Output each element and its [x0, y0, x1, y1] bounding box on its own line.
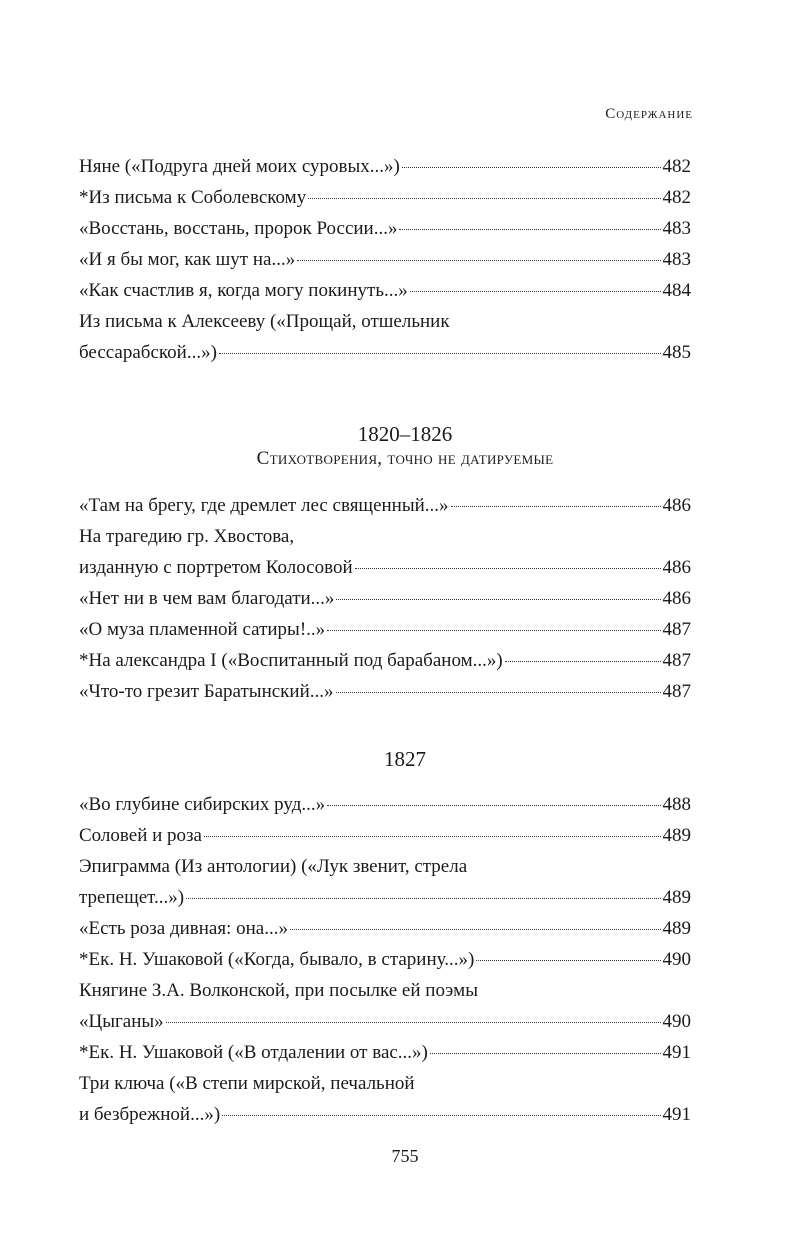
entry-page: 490	[662, 1011, 691, 1032]
section-heading-1820-1826	[0, 421, 810, 471]
dot-leader	[327, 805, 660, 806]
entry-page: 486	[662, 588, 691, 609]
dot-leader	[336, 599, 660, 600]
toc-entry	[79, 244, 691, 275]
toc-entry	[79, 275, 691, 306]
toc-entry	[79, 913, 691, 944]
entry-page: 491	[662, 1104, 691, 1125]
entry-page: 485	[662, 342, 691, 363]
toc-entry	[79, 182, 691, 213]
entry-page: 484	[662, 280, 691, 301]
toc-entry	[79, 552, 691, 583]
entry-title: Из письма к Алексееву («Прощай, отшельник	[79, 311, 450, 332]
toc-group-2	[79, 490, 691, 707]
toc-entry	[79, 213, 691, 244]
toc-entry	[79, 1037, 691, 1068]
entry-title: изданную с портретом Колосовой	[79, 557, 353, 578]
dot-leader	[166, 1022, 661, 1023]
entry-page: 490	[662, 949, 691, 970]
toc-entry	[79, 1068, 691, 1099]
toc-entry	[79, 676, 691, 707]
section-year: 1820–1826	[357, 422, 453, 446]
running-head: Содержание	[605, 106, 693, 122]
entry-title: На трагедию гр. Хвостова,	[79, 526, 295, 547]
toc-entry	[79, 583, 691, 614]
entry-page: 487	[662, 650, 691, 671]
entry-page: 482	[662, 187, 691, 208]
entry-title: «Восстань, восстань, пророк России...»	[79, 218, 398, 239]
entry-title: «И я бы мог, как шут на...»	[79, 249, 296, 270]
entry-page: 486	[662, 557, 691, 578]
entry-title: Эпиграмма (Из антологии) («Лук звенит, стрела	[79, 856, 468, 877]
entry-title: «Цыганы»	[79, 1011, 164, 1032]
section-year: 1827	[384, 747, 426, 771]
entry-page: 489	[662, 918, 691, 939]
entry-title: «Во глубине сибирских руд...»	[79, 794, 326, 815]
entry-title: *На александра I («Воспитанный под барабаном...»)	[79, 650, 503, 671]
section-heading-1827	[0, 746, 810, 772]
entry-page: 489	[662, 887, 691, 908]
entry-title: трепещет...»)	[79, 887, 185, 908]
section-subtitle: Стихотворения, точно не датируемые	[256, 448, 554, 469]
dot-leader	[336, 692, 661, 693]
entry-title: и безбрежной...»)	[79, 1104, 221, 1125]
entry-page: 482	[662, 156, 691, 177]
entry-page: 486	[662, 495, 691, 516]
toc-entry	[79, 1099, 691, 1130]
toc-group-1	[79, 151, 691, 368]
entry-title: «Есть роза дивная: она...»	[79, 918, 288, 939]
entry-title: «Что-то грезит Баратынский...»	[79, 681, 334, 702]
dot-leader	[476, 960, 660, 961]
dot-leader	[204, 836, 661, 837]
entry-title: «Нет ни в чем вам благодати...»	[79, 588, 335, 609]
entry-title: бессарабской...»)	[79, 342, 217, 363]
entry-page: 487	[662, 681, 691, 702]
toc-entry	[79, 645, 691, 676]
page-number: 755	[391, 1146, 419, 1166]
toc-entry	[79, 882, 691, 913]
entry-title: «Там на брегу, где дремлет лес священный...»	[79, 495, 449, 516]
entry-page: 491	[662, 1042, 691, 1063]
dot-leader	[399, 229, 660, 230]
toc-entry	[79, 521, 691, 552]
dot-leader	[505, 661, 661, 662]
toc-entry	[79, 820, 691, 851]
entry-title: *Ек. Н. Ушаковой («Когда, бывало, в старину...»)	[79, 949, 475, 970]
toc-entry	[79, 151, 691, 182]
dot-leader	[410, 291, 661, 292]
dot-leader	[222, 1115, 660, 1116]
entry-page: 489	[662, 825, 691, 846]
dot-leader	[308, 198, 660, 199]
entry-title: *Ек. Н. Ушаковой («В отдалении от вас...»)	[79, 1042, 428, 1063]
toc-entry	[79, 306, 691, 337]
dot-leader	[451, 506, 661, 507]
entry-title: Няне («Подруга дней моих суровых...»)	[79, 156, 400, 177]
toc-entry	[79, 1006, 691, 1037]
entry-title: Три ключа («В степи мирской, печальной	[79, 1073, 415, 1094]
toc-entry	[79, 789, 691, 820]
toc-group-3	[79, 789, 691, 1130]
entry-page: 488	[662, 794, 691, 815]
dot-leader	[327, 630, 660, 631]
entry-page: 487	[662, 619, 691, 640]
dot-leader	[430, 1053, 661, 1054]
entry-title: «Как счастлив я, когда могу покинуть...»	[79, 280, 408, 301]
entry-page: 483	[662, 249, 691, 270]
dot-leader	[355, 568, 661, 569]
entry-title: Княгине З.А. Волконской, при посылке ей поэмы	[79, 980, 478, 1001]
dot-leader	[402, 167, 661, 168]
toc-entry	[79, 975, 691, 1006]
dot-leader	[219, 353, 661, 354]
dot-leader	[297, 260, 660, 261]
entry-title: «О муза пламенной сатиры!..»	[79, 619, 326, 640]
dot-leader	[186, 898, 660, 899]
toc-entry	[79, 944, 691, 975]
dot-leader	[290, 929, 661, 930]
entry-title: *Из письма к Соболевскому	[79, 187, 307, 208]
toc-entry	[79, 851, 691, 882]
toc-entry	[79, 614, 691, 645]
entry-title: Соловей и роза	[79, 825, 202, 846]
toc-entry	[79, 490, 691, 521]
toc-entry	[79, 337, 691, 368]
entry-page: 483	[662, 218, 691, 239]
